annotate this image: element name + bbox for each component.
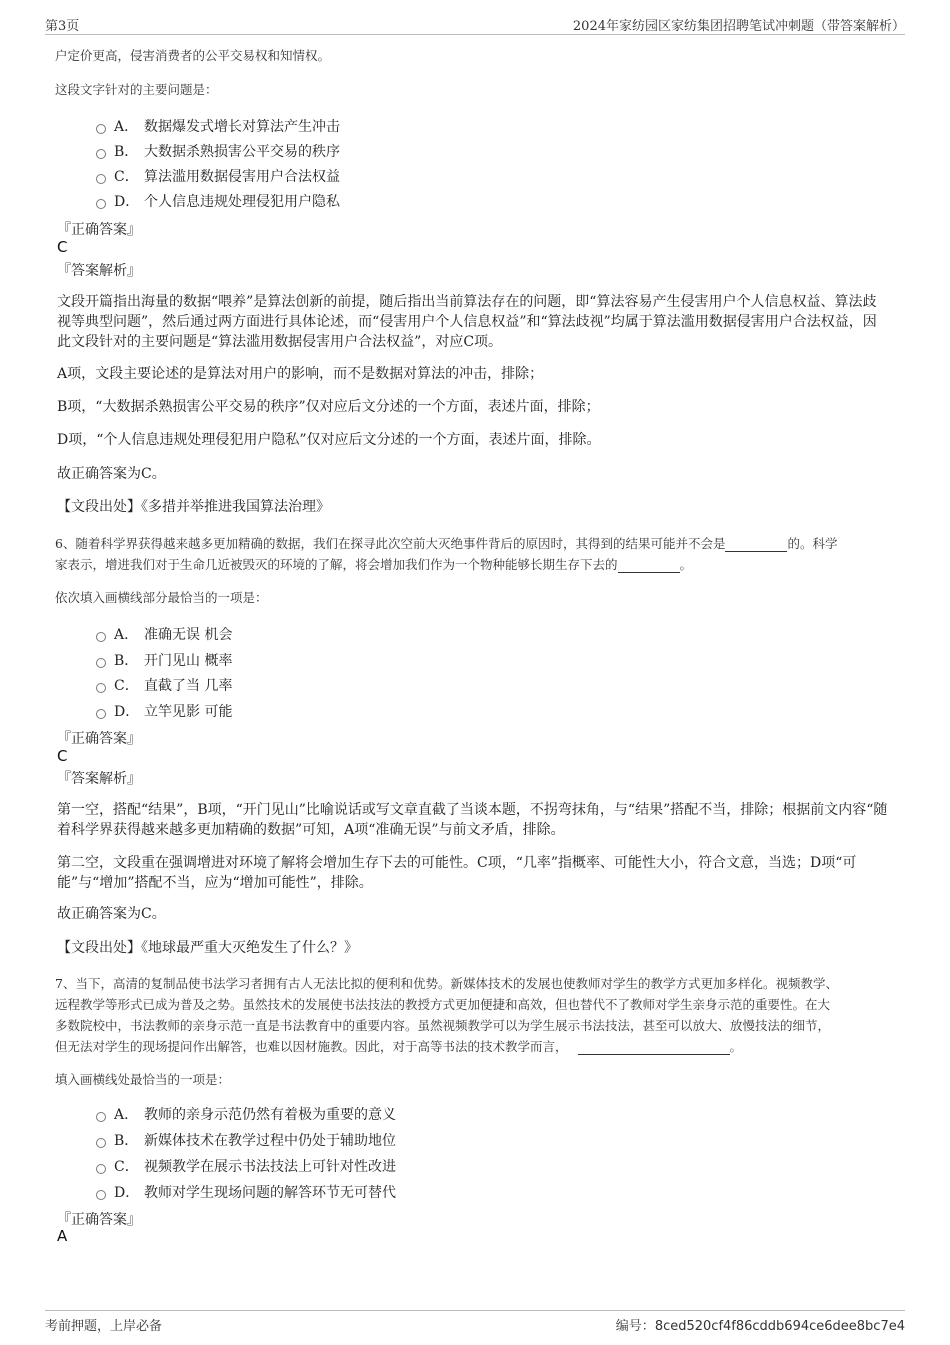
radio-icon[interactable]: [96, 1112, 106, 1122]
question-prompt: 依次填入画横线部分最恰当的一项是：: [55, 590, 268, 605]
option-c[interactable]: C． 直截了当 几率: [96, 675, 232, 695]
radio-icon[interactable]: [96, 1190, 106, 1200]
option-d[interactable]: D． 立竿见影 可能: [96, 701, 232, 721]
question-prompt: 这段文字针对的主要问题是：: [55, 82, 218, 97]
option-c[interactable]: C． 算法滥用数据侵害用户合法权益: [96, 166, 340, 186]
radio-icon[interactable]: [96, 174, 106, 184]
correct-answer: C: [57, 747, 68, 765]
option-b[interactable]: B． 开门见山 概率: [96, 650, 232, 670]
radio-icon[interactable]: [96, 199, 106, 209]
question-stem: 多数院校中，书法教师的亲身示范一直是书法教育中的重要内容。虽然视频教学可以为学生展示书法技法，甚至可以放大、放慢技法的细节，: [55, 1018, 831, 1033]
analysis-paragraph: 第二空，文段重在强调增进对环境了解将会增加生存下去的可能性。C项，“几率”指概率、可能性大小，符合文意，当选；D项“可能”与“增加”搭配不当，应为“增加可能性”，排除。: [57, 855, 857, 891]
fill-blank: [725, 536, 787, 552]
fill-blank: [618, 557, 680, 573]
option-b[interactable]: B． 大数据杀熟损害公平交易的秩序: [96, 141, 340, 161]
answer-heading: 『正确答案』: [57, 1212, 141, 1228]
analysis-conclusion: 故正确答案为C。: [57, 906, 166, 922]
source-citation: 【文段出处】《多措并举推进我国算法治理》: [57, 499, 330, 515]
option-a[interactable]: A． 数据爆发式增长对算法产生冲击: [96, 116, 340, 136]
question-prompt: 填入画横线处最恰当的一项是：: [55, 1072, 231, 1087]
analysis-paragraph: D项，“个人信息违规处理侵犯用户隐私”仅对应后文分述的一个方面，表述片面，排除。: [57, 432, 601, 448]
option-b[interactable]: B． 新媒体技术在教学过程中仍处于辅助地位: [96, 1130, 396, 1150]
radio-icon[interactable]: [96, 1164, 106, 1174]
question-stem: 但无法对学生的现场提问作出解答，也难以因材施教。因此，对于高等书法的技术教学而言， 。: [55, 1039, 743, 1054]
option-d[interactable]: D． 教师对学生现场问题的解答环节无可替代: [96, 1182, 396, 1202]
document-code: 编号：8ced520cf4f86cddb694ce6dee8bc7e4: [615, 1319, 905, 1334]
footer-slogan: 考前押题，上岸必备: [45, 1319, 163, 1334]
radio-icon[interactable]: [96, 658, 106, 668]
document-title: 2024年家纺园区家纺集团招聘笔试冲刺题（带答案解析）: [572, 19, 905, 34]
page-header: [45, 14, 905, 35]
question-stem: 远程教学等形式已成为普及之势。虽然技术的发展使书法技法的教授方式更加便捷和高效，但也替代不了教师对学生亲身示范的重要性。在大: [55, 997, 831, 1012]
question-stem: 家表示，增进我们对于生命几近被毁灭的环境的了解，将会增加我们作为一个物种能够长期生存下去的 。: [55, 557, 693, 572]
answer-heading: 『正确答案』: [57, 731, 141, 747]
analysis-heading: 『答案解析』: [57, 263, 141, 279]
question-stem: 7、当下，高清的复制品使书法学习者拥有古人无法比拟的便利和优势。新媒体技术的发展也使教师对学生的教学方式更加多样化。视频教学、: [55, 976, 838, 991]
analysis-paragraph: 文段开篇指出海量的数据“喂养”是算法创新的前提，随后指出当前算法存在的问题，即“算法容易产生侵害用户个人信息权益、算法歧视等典型问题”，然后通过两方面进行具体论述，而“侵害用户个人信息权益”和“算法歧视”均属于算法滥用数据侵害用户合法权益，因此文段针对的主要问题是“算法滥用数据侵害用户合法权益”，对应C项。: [57, 294, 877, 350]
option-d[interactable]: D． 个人信息违规处理侵犯用户隐私: [96, 191, 340, 211]
question-text: 户定价更高，侵害消费者的公平交易权和知情权。: [55, 48, 331, 63]
option-a[interactable]: A． 准确无误 机会: [96, 624, 232, 644]
fill-blank: [578, 1039, 730, 1055]
correct-answer: C: [57, 238, 68, 256]
analysis-paragraph: B项，“大数据杀熟损害公平交易的秩序”仅对应后文分述的一个方面，表述片面，排除；: [57, 399, 600, 415]
page-footer: [45, 1310, 905, 1334]
option-c[interactable]: C． 视频教学在展示书法技法上可针对性改进: [96, 1156, 396, 1176]
radio-icon[interactable]: [96, 1138, 106, 1148]
analysis-paragraph: A项，文段主要论述的是算法对用户的影响，而不是数据对算法的冲击，排除；: [57, 366, 544, 382]
analysis-paragraph: 第一空，搭配“结果”，B项，“开门见山”比喻说话或写文章直截了当谈本题，不拐弯抹角，与“结果”搭配不当，排除；根据前文内容“随着科学界获得越来越多更加精确的数据”可知，A项“准确无误”与前文矛盾，排除。: [57, 802, 888, 838]
option-a[interactable]: A． 教师的亲身示范仍然有着极为重要的意义: [96, 1104, 396, 1124]
source-citation: 【文段出处】《地球最严重大灭绝发生了什么？》: [57, 940, 358, 956]
radio-icon[interactable]: [96, 709, 106, 719]
answer-heading: 『正确答案』: [57, 222, 141, 238]
radio-icon[interactable]: [96, 683, 106, 693]
radio-icon[interactable]: [96, 124, 106, 134]
question-stem: 6、随着科学界获得越来越多更加精确的数据，我们在探寻此次空前大灭绝事件背后的原因时，其得到的结果可能并不会是 的。科学: [55, 536, 838, 551]
page-number: 第3页: [45, 19, 80, 34]
radio-icon[interactable]: [96, 632, 106, 642]
analysis-conclusion: 故正确答案为C。: [57, 466, 166, 482]
radio-icon[interactable]: [96, 149, 106, 159]
correct-answer: A: [57, 1227, 68, 1245]
analysis-heading: 『答案解析』: [57, 771, 141, 787]
